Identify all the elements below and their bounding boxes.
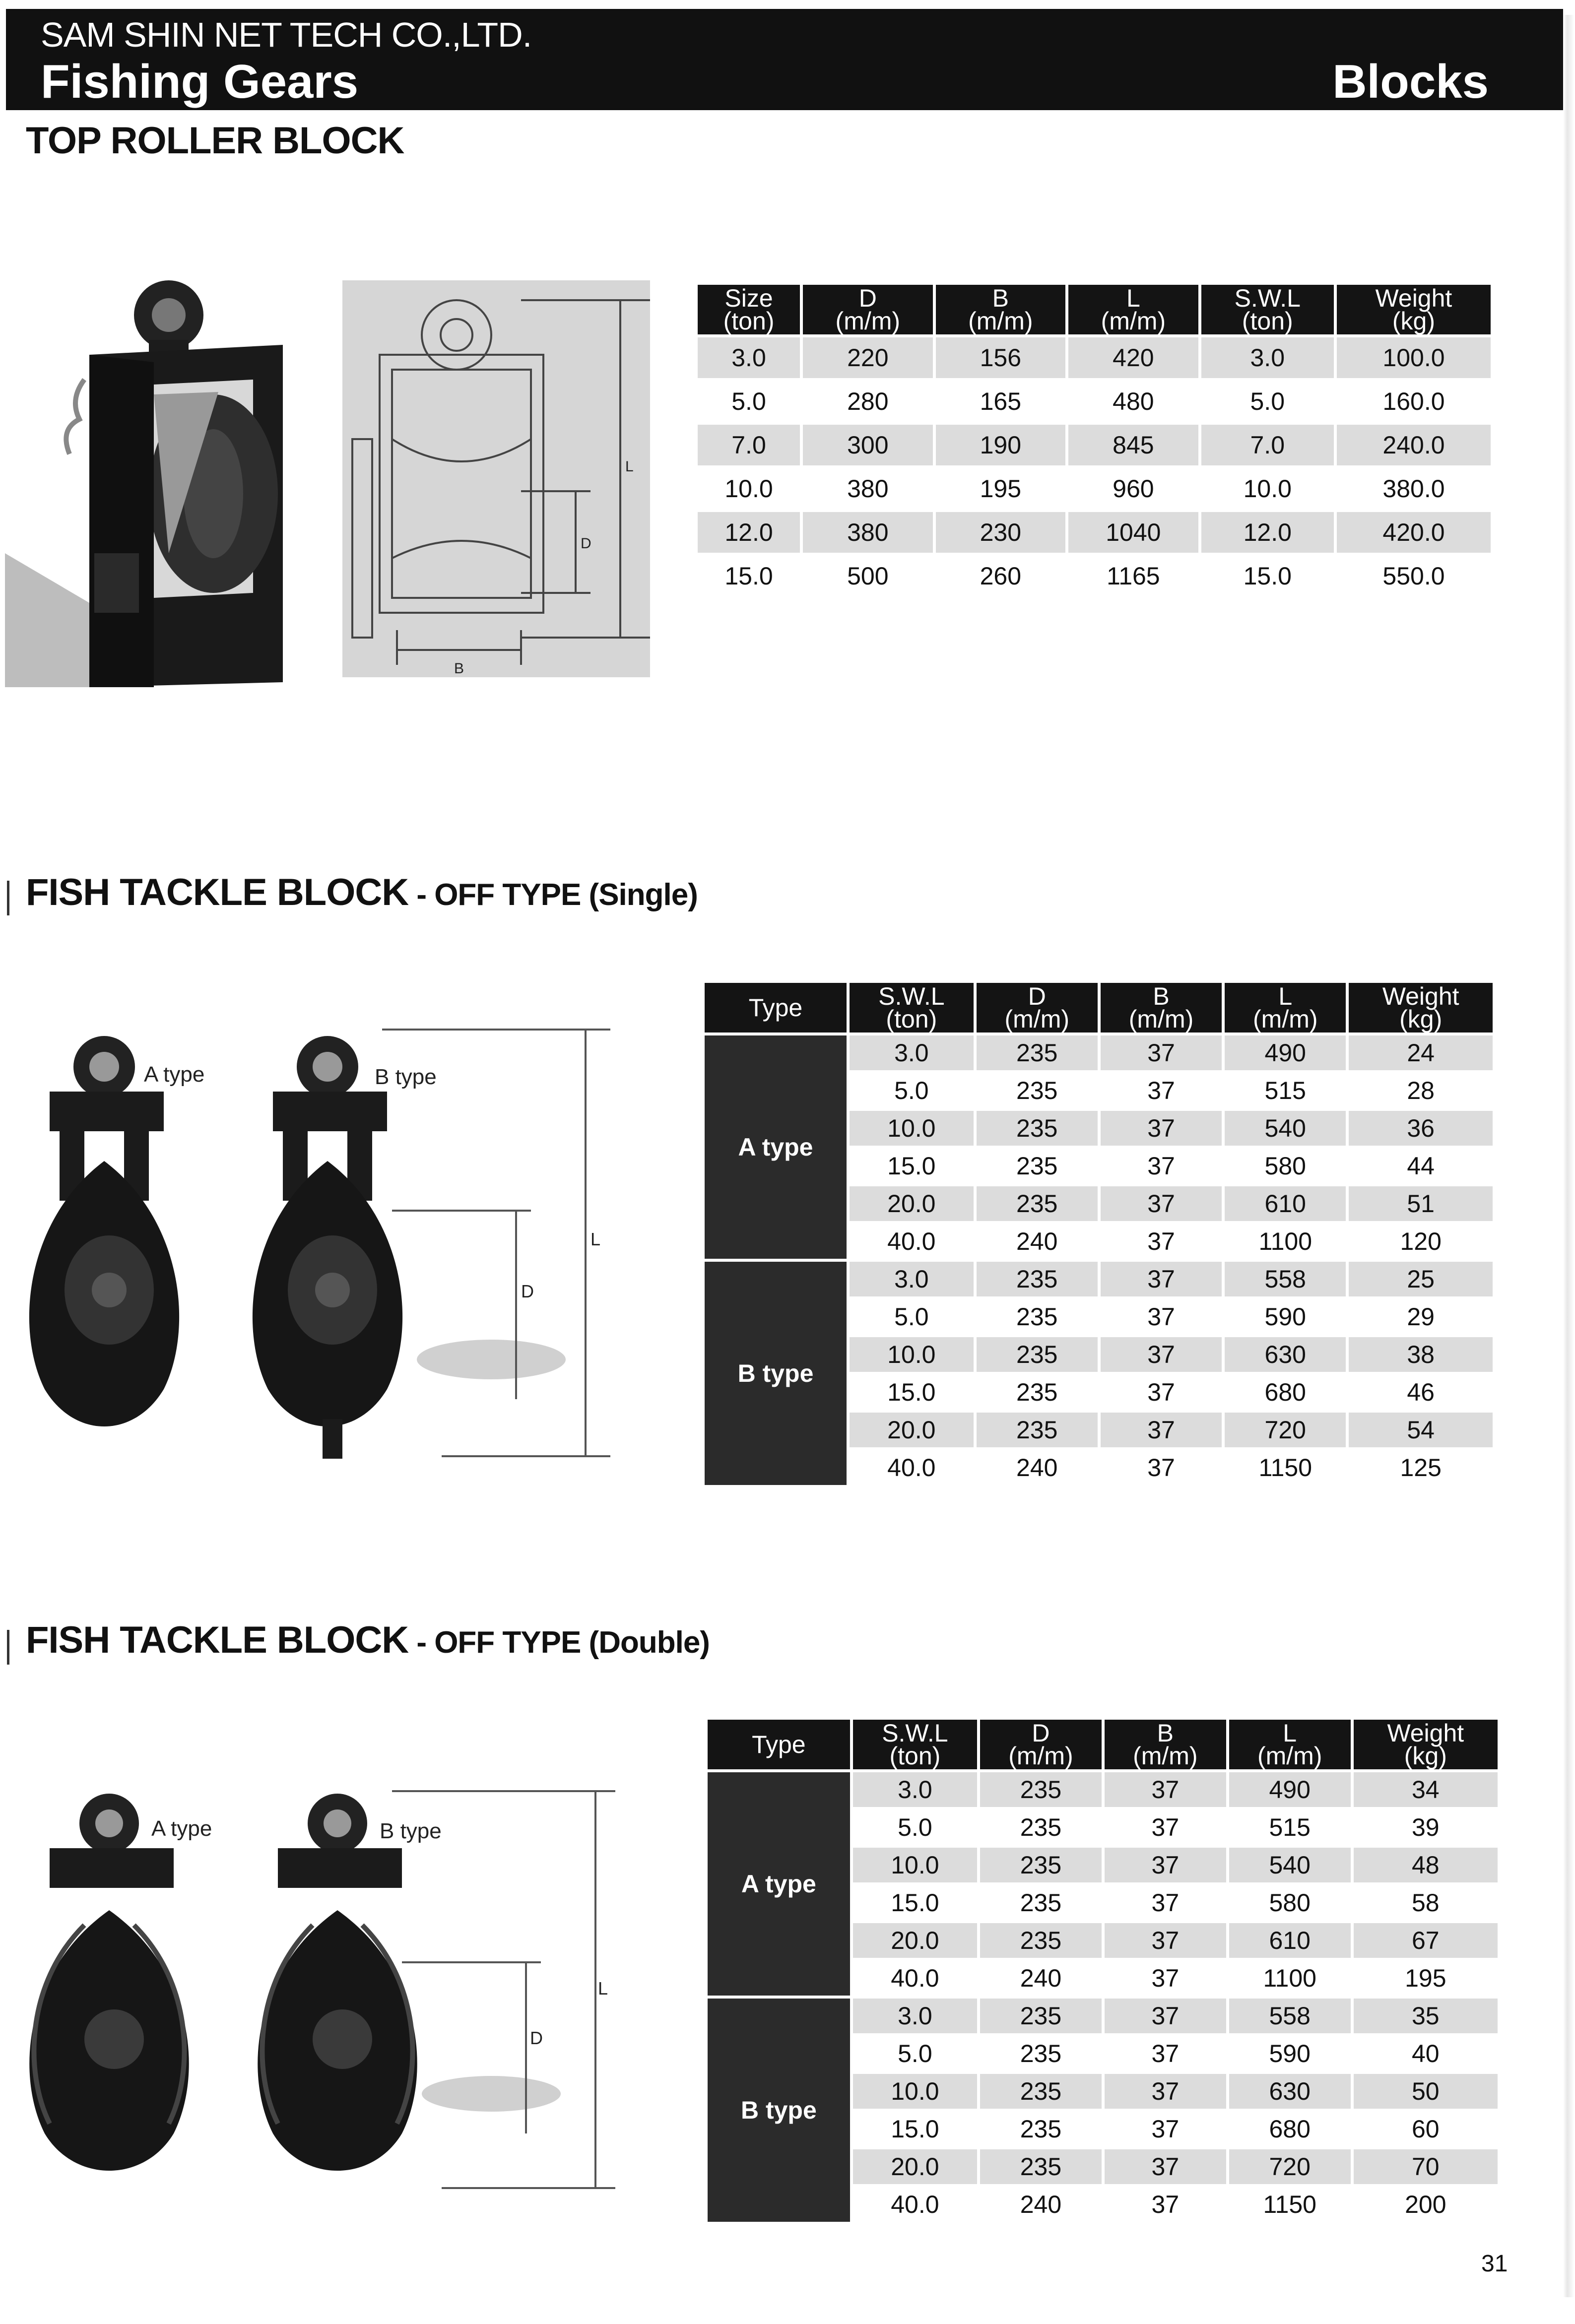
table-cell: 15.0 xyxy=(1243,562,1292,590)
header-unit: (m/m) xyxy=(1253,1005,1318,1033)
table-cell: 70 xyxy=(1354,2149,1498,2184)
top-roller-title: TOP ROLLER BLOCK xyxy=(26,120,404,162)
double-a-type-block xyxy=(29,1794,189,2171)
table-cell: 580 xyxy=(1269,1889,1311,1917)
col-d xyxy=(977,983,1098,1033)
header-label: D xyxy=(1028,982,1046,1010)
table-cell: 7.0 xyxy=(698,425,800,465)
double-l-label: L xyxy=(598,1978,608,1999)
table-cell: 490 xyxy=(1229,1772,1351,1807)
header-unit: (kg) xyxy=(1392,307,1435,335)
table-cell: 10.0 xyxy=(724,475,773,503)
header-unit: (m/m) xyxy=(835,307,901,335)
table-cell: 37 xyxy=(1101,1262,1222,1296)
table-cell: 37 xyxy=(1147,1303,1175,1331)
double-title xyxy=(26,1618,710,1662)
table-cell: 1150 xyxy=(1258,1454,1312,1482)
col-size xyxy=(698,285,800,334)
col-swl xyxy=(853,1720,977,1769)
double-b-type-label: B type xyxy=(380,1819,442,1843)
table-cell: 960 xyxy=(1113,475,1154,503)
table-row xyxy=(708,1772,1498,1807)
table-cell: 3.0 xyxy=(853,1772,977,1807)
table-cell: 15.0 xyxy=(887,1152,936,1180)
single-table xyxy=(702,980,1496,1488)
table-cell: 515 xyxy=(1264,1077,1306,1104)
table-cell: 37 xyxy=(1147,1378,1175,1406)
col-swl xyxy=(850,983,974,1033)
company-name: SAM SHIN NET TECH CO.,LTD. xyxy=(41,15,532,54)
col-weight xyxy=(1337,285,1491,334)
table-row xyxy=(698,425,1491,465)
table-row xyxy=(698,468,1491,509)
table-cell: 29 xyxy=(1407,1303,1435,1331)
table-cell: 1100 xyxy=(1258,1227,1312,1255)
table-row xyxy=(705,1035,1493,1070)
table-row xyxy=(698,381,1491,422)
double-table xyxy=(705,1717,1501,2225)
col-type xyxy=(705,983,847,1033)
table-row xyxy=(698,337,1491,378)
table-cell: 7.0 xyxy=(1201,425,1334,465)
table-cell: 37 xyxy=(1105,2149,1226,2184)
header-label: Weight xyxy=(1375,284,1452,312)
single-a-type-label: A type xyxy=(144,1062,205,1087)
table-cell: 40 xyxy=(1412,2040,1440,2067)
table-cell: 35 xyxy=(1354,1999,1498,2033)
table-cell: 160.0 xyxy=(1382,387,1445,415)
section-label: Blocks xyxy=(1332,55,1489,108)
table-cell: 240 xyxy=(1016,1454,1058,1482)
table-cell: 720 xyxy=(1225,1413,1346,1447)
table-cell: 240 xyxy=(1020,2191,1062,2218)
table-cell: 20.0 xyxy=(853,1923,977,1958)
table-cell: 156 xyxy=(936,337,1066,378)
table-cell: 610 xyxy=(1229,1923,1351,1958)
table-cell: 10.0 xyxy=(853,2074,977,2109)
table-cell: 235 xyxy=(1016,1077,1058,1104)
table-cell: 235 xyxy=(977,1262,1098,1296)
table-cell: 3.0 xyxy=(850,1035,974,1070)
table-cell: 558 xyxy=(1225,1262,1346,1296)
table-cell: 490 xyxy=(1225,1035,1346,1070)
double-title-sep: - xyxy=(408,1625,435,1660)
table-cell: 39 xyxy=(1412,1813,1440,1841)
table-cell: 37 xyxy=(1105,1772,1226,1807)
header-unit: (kg) xyxy=(1404,1742,1447,1770)
type-group-label: B type xyxy=(708,1999,850,2222)
table-cell: 10.0 xyxy=(1243,475,1292,503)
page-number: 31 xyxy=(1481,2251,1508,2277)
table-cell: 5.0 xyxy=(1250,387,1285,415)
table-cell: 37 xyxy=(1147,1227,1175,1255)
table-cell: 235 xyxy=(977,1337,1098,1372)
table-cell: 15.0 xyxy=(724,562,773,590)
table-cell: 550.0 xyxy=(1382,562,1445,590)
table-cell: 235 xyxy=(977,1111,1098,1146)
table-cell: 420.0 xyxy=(1337,512,1491,553)
table-cell: 680 xyxy=(1269,2115,1311,2143)
col-b xyxy=(936,285,1066,334)
table-cell: 40.0 xyxy=(891,1964,939,1992)
table-cell: 235 xyxy=(1016,1378,1058,1406)
table-cell: 25 xyxy=(1349,1262,1493,1296)
table-header-row xyxy=(708,1720,1498,1769)
table-cell: 630 xyxy=(1229,2074,1351,2109)
table-cell: 10.0 xyxy=(850,1337,974,1372)
table-cell: 37 xyxy=(1147,1454,1175,1482)
table-cell: 3.0 xyxy=(1201,337,1334,378)
table-cell: 515 xyxy=(1269,1813,1311,1841)
col-swl xyxy=(1201,285,1334,334)
table-cell: 500 xyxy=(847,562,889,590)
header-label: S.W.L xyxy=(882,1719,948,1747)
header-label: Weight xyxy=(1387,1719,1464,1747)
single-b-type-block xyxy=(253,1036,402,1459)
table-cell: 195 xyxy=(1405,1964,1446,1992)
drawing-label-l: L xyxy=(625,458,634,475)
table-cell: 50 xyxy=(1354,2074,1498,2109)
header-label: Type xyxy=(748,994,803,1022)
table-cell: 235 xyxy=(980,2074,1102,2109)
section-marker xyxy=(7,1630,9,1665)
header-unit: (m/m) xyxy=(1008,1742,1073,1770)
table-cell: 34 xyxy=(1354,1772,1498,1807)
header-unit: (m/m) xyxy=(968,307,1033,335)
table-header-row xyxy=(705,983,1493,1033)
double-table-body xyxy=(708,1772,1498,2222)
header-unit: (m/m) xyxy=(1128,1005,1194,1033)
header-label: Size xyxy=(724,284,773,312)
table-cell: 590 xyxy=(1269,2040,1311,2067)
table-cell: 54 xyxy=(1349,1413,1493,1447)
col-type xyxy=(708,1720,850,1769)
table-cell: 3.0 xyxy=(853,1999,977,2033)
table-cell: 37 xyxy=(1101,1186,1222,1221)
table-cell: 37 xyxy=(1151,2040,1180,2067)
table-cell: 40.0 xyxy=(887,1227,936,1255)
table-cell: 37 xyxy=(1105,2074,1226,2109)
table-cell: 36 xyxy=(1349,1111,1493,1146)
double-title-main: FISH TACKLE BLOCK xyxy=(26,1619,409,1661)
table-cell: 37 xyxy=(1151,1964,1180,1992)
table-cell: 125 xyxy=(1400,1454,1442,1482)
table-cell: 37 xyxy=(1151,1889,1180,1917)
table-cell: 5.0 xyxy=(894,1077,929,1104)
single-block-photo xyxy=(5,1012,620,1469)
table-cell: 235 xyxy=(1016,1152,1058,1180)
table-cell: 235 xyxy=(977,1413,1098,1447)
table-cell: 37 xyxy=(1105,1923,1226,1958)
header-label: S.W.L xyxy=(878,982,945,1010)
col-l xyxy=(1068,285,1198,334)
single-l-label: L xyxy=(591,1229,601,1249)
table-row xyxy=(708,1999,1498,2033)
table-cell: 24 xyxy=(1349,1035,1493,1070)
table-cell: 1040 xyxy=(1068,512,1198,553)
col-weight xyxy=(1354,1720,1498,1769)
double-d-label: D xyxy=(530,2028,543,2048)
category-title: Fishing Gears xyxy=(41,55,359,108)
table-cell: 558 xyxy=(1229,1999,1351,2033)
double-block-photo xyxy=(5,1776,625,2208)
table-cell: 5.0 xyxy=(731,387,766,415)
table-cell: 235 xyxy=(980,1923,1102,1958)
header-unit: (ton) xyxy=(889,1742,941,1770)
header-unit: (m/m) xyxy=(1257,1742,1322,1770)
table-cell: 235 xyxy=(977,1186,1098,1221)
table-cell: 1165 xyxy=(1107,562,1160,590)
table-cell: 380 xyxy=(847,475,889,503)
table-cell: 37 xyxy=(1151,2115,1180,2143)
table-cell: 15.0 xyxy=(887,1378,936,1406)
table-cell: 720 xyxy=(1229,2149,1351,2184)
table-cell: 37 xyxy=(1101,1035,1222,1070)
table-cell: 235 xyxy=(1020,1889,1062,1917)
table-cell: 20.0 xyxy=(850,1413,974,1447)
table-cell: 380 xyxy=(803,512,933,553)
double-a-type-label: A type xyxy=(151,1816,212,1841)
table-cell: 37 xyxy=(1101,1413,1222,1447)
table-cell: 37 xyxy=(1147,1077,1175,1104)
drawing-label-b: B xyxy=(454,660,464,677)
table-cell: 630 xyxy=(1225,1337,1346,1372)
table-cell: 10.0 xyxy=(850,1111,974,1146)
table-cell: 40.0 xyxy=(891,2191,939,2218)
header-unit: (m/m) xyxy=(1004,1005,1070,1033)
table-cell: 28 xyxy=(1407,1077,1435,1104)
table-cell: 40.0 xyxy=(887,1454,936,1482)
table-cell: 240.0 xyxy=(1337,425,1491,465)
header-label: L xyxy=(1126,284,1140,312)
table-cell: 480 xyxy=(1113,387,1154,415)
table-cell: 44 xyxy=(1407,1152,1435,1180)
table-cell: 235 xyxy=(1016,1303,1058,1331)
table-cell: 540 xyxy=(1229,1848,1351,1882)
table-cell: 230 xyxy=(936,512,1066,553)
table-row xyxy=(698,556,1491,596)
table-cell: 37 xyxy=(1151,2191,1180,2218)
col-l xyxy=(1225,983,1346,1033)
table-cell: 610 xyxy=(1225,1186,1346,1221)
table-cell: 5.0 xyxy=(898,1813,932,1841)
table-cell: 300 xyxy=(803,425,933,465)
single-table-body xyxy=(705,1035,1493,1485)
table-cell: 420 xyxy=(1068,337,1198,378)
table-row xyxy=(698,512,1491,553)
section-marker xyxy=(7,881,9,915)
single-a-type-block xyxy=(29,1036,179,1426)
single-title-main: FISH TACKLE BLOCK xyxy=(26,871,409,913)
header-unit: (m/m) xyxy=(1101,307,1166,335)
table-cell: 37 xyxy=(1105,1999,1226,2033)
table-cell: 20.0 xyxy=(850,1186,974,1221)
table-row xyxy=(705,1262,1493,1296)
table-cell: 235 xyxy=(1020,2040,1062,2067)
table-cell: 12.0 xyxy=(1201,512,1334,553)
table-cell: 12.0 xyxy=(698,512,800,553)
table-cell: 15.0 xyxy=(891,1889,939,1917)
table-cell: 37 xyxy=(1101,1111,1222,1146)
single-title-sub: OFF TYPE (Single) xyxy=(434,878,698,912)
table-cell: 3.0 xyxy=(698,337,800,378)
col-b xyxy=(1101,983,1222,1033)
table-cell: 380.0 xyxy=(1382,475,1445,503)
table-cell: 5.0 xyxy=(894,1303,929,1331)
single-title-sep: - xyxy=(408,878,435,912)
table-cell: 240 xyxy=(1016,1227,1058,1255)
table-cell: 235 xyxy=(980,1848,1102,1882)
header-unit: (ton) xyxy=(1242,307,1293,335)
table-cell: 580 xyxy=(1264,1152,1306,1180)
col-l xyxy=(1229,1720,1351,1769)
table-cell: 3.0 xyxy=(850,1262,974,1296)
top-roller-photo xyxy=(5,275,323,687)
table-cell: 38 xyxy=(1349,1337,1493,1372)
header-label: B xyxy=(992,284,1009,312)
table-cell: 51 xyxy=(1349,1186,1493,1221)
header-unit: (ton) xyxy=(723,307,775,335)
type-group-label: B type xyxy=(705,1262,847,1485)
table-cell: 590 xyxy=(1264,1303,1306,1331)
table-cell: 37 xyxy=(1101,1337,1222,1372)
table-cell: 100.0 xyxy=(1337,337,1491,378)
header-unit: (kg) xyxy=(1399,1005,1443,1033)
table-cell: 235 xyxy=(977,1035,1098,1070)
double-title-sub: OFF TYPE (Double) xyxy=(434,1625,710,1660)
type-group-label: A type xyxy=(705,1035,847,1259)
table-cell: 680 xyxy=(1264,1378,1306,1406)
table-cell: 5.0 xyxy=(898,2040,932,2067)
table-cell: 1150 xyxy=(1263,2191,1316,2218)
col-b xyxy=(1105,1720,1226,1769)
header-label: Type xyxy=(752,1731,806,1758)
table-cell: 60 xyxy=(1412,2115,1440,2143)
col-d xyxy=(803,285,933,334)
table-cell: 37 xyxy=(1105,1848,1226,1882)
table-cell: 37 xyxy=(1147,1152,1175,1180)
col-weight xyxy=(1349,983,1493,1033)
table-header-row xyxy=(698,285,1491,334)
table-cell: 58 xyxy=(1412,1889,1440,1917)
header-label: B xyxy=(1153,982,1170,1010)
col-d xyxy=(980,1720,1102,1769)
single-d-label: D xyxy=(521,1281,534,1301)
table-cell: 120 xyxy=(1400,1227,1442,1255)
table-cell: 235 xyxy=(980,2149,1102,2184)
table-cell: 195 xyxy=(980,475,1022,503)
header-label: L xyxy=(1278,982,1293,1010)
table-cell: 48 xyxy=(1354,1848,1498,1882)
table-cell: 200 xyxy=(1405,2191,1446,2218)
table-cell: 20.0 xyxy=(853,2149,977,2184)
double-b-type-block xyxy=(258,1794,417,2171)
table-cell: 235 xyxy=(980,1999,1102,2033)
table-cell: 235 xyxy=(980,1772,1102,1807)
table-cell: 540 xyxy=(1225,1111,1346,1146)
top-roller-table xyxy=(695,282,1494,599)
single-b-type-label: B type xyxy=(375,1065,437,1089)
header-unit: (m/m) xyxy=(1133,1742,1198,1770)
table-cell: 190 xyxy=(936,425,1066,465)
table-cell: 260 xyxy=(980,562,1022,590)
type-group-label: A type xyxy=(708,1772,850,1996)
table-cell: 240 xyxy=(1020,1964,1062,1992)
table-cell: 220 xyxy=(803,337,933,378)
table-cell: 37 xyxy=(1151,1813,1180,1841)
header-label: L xyxy=(1283,1719,1297,1747)
table-cell: 845 xyxy=(1068,425,1198,465)
table-cell: 235 xyxy=(1020,2115,1062,2143)
header-label: D xyxy=(858,284,877,312)
single-title xyxy=(26,871,698,914)
table-cell: 165 xyxy=(980,387,1022,415)
drawing-label-d: D xyxy=(581,535,591,552)
table-cell: 1100 xyxy=(1263,1964,1316,1992)
table-cell: 280 xyxy=(847,387,889,415)
top-roller-drawing xyxy=(342,280,655,677)
table-cell: 67 xyxy=(1354,1923,1498,1958)
header-label: D xyxy=(1032,1719,1050,1747)
table-cell: 46 xyxy=(1407,1378,1435,1406)
header-label: Weight xyxy=(1382,982,1459,1010)
table-cell: 15.0 xyxy=(891,2115,939,2143)
right-edge-shadow xyxy=(1563,15,1574,2297)
header-label: S.W.L xyxy=(1234,284,1301,312)
header-unit: (ton) xyxy=(886,1005,937,1033)
header-bar xyxy=(6,9,1563,110)
table-cell: 10.0 xyxy=(853,1848,977,1882)
table-cell: 235 xyxy=(1020,1813,1062,1841)
top-roller-table-body xyxy=(698,337,1491,596)
header-label: B xyxy=(1157,1719,1174,1747)
